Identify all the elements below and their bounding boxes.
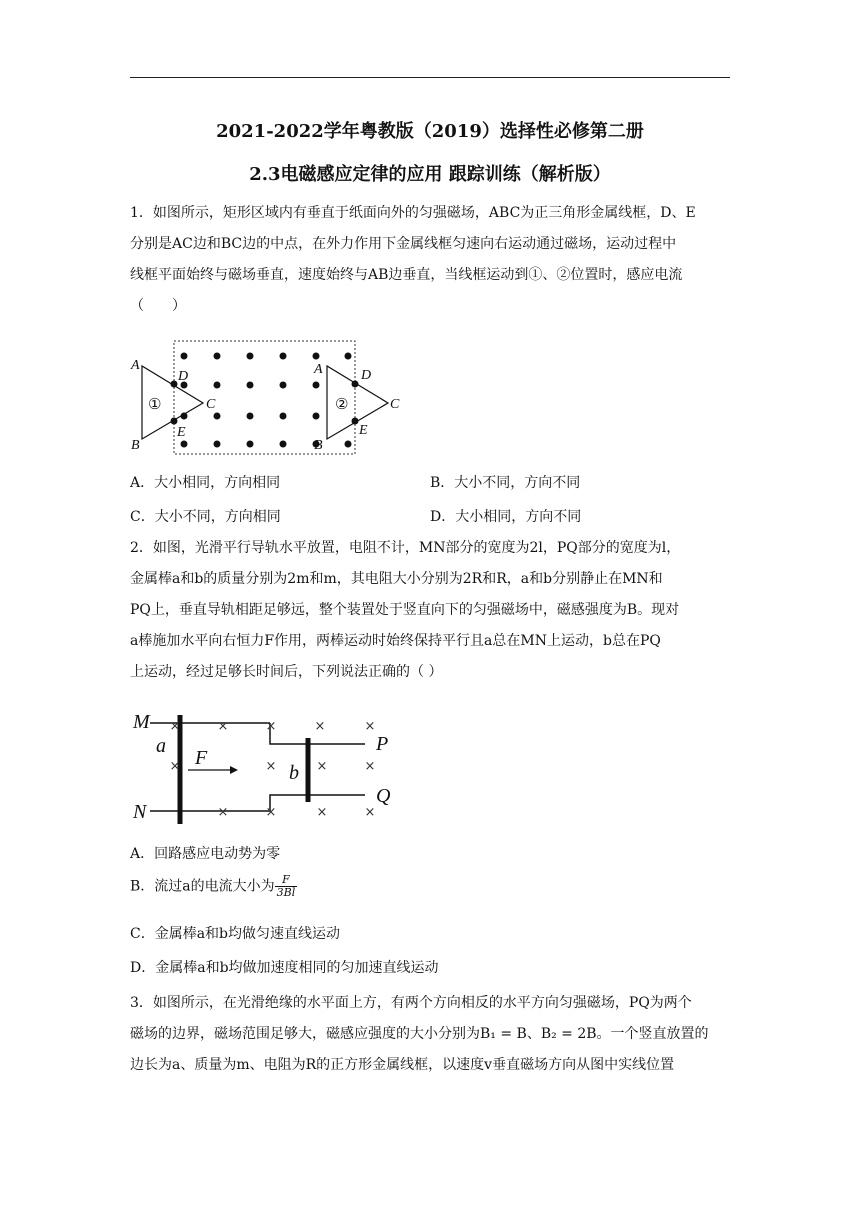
label-E2: E <box>359 423 368 438</box>
q2-option-b-fraction <box>275 874 298 899</box>
label-a: a <box>156 735 166 757</box>
label-F: F <box>195 747 208 769</box>
q3-line: 边长为a、质量为m、电阻为R的正方形金属线框，以速度v垂直磁场方向从图中实线位置 <box>130 1057 675 1073</box>
field-dot <box>214 413 221 420</box>
field-cross: × <box>265 759 277 774</box>
fraction-denominator: 3Bl <box>276 886 296 899</box>
label-M: M <box>133 711 150 733</box>
q2-option-b-text: B．流过a的电流大小为 <box>130 878 275 895</box>
field-cross: × <box>316 759 328 774</box>
q1-figure <box>128 336 408 460</box>
label-position-2: ② <box>335 395 349 413</box>
label-position-1: ① <box>148 395 162 413</box>
q1-option-d: D．大小相同，方向不同 <box>430 509 582 525</box>
field-cross: × <box>364 719 376 734</box>
field-cross: × <box>265 719 277 734</box>
label-C1: C <box>206 397 216 412</box>
q1-option-a: A．大小相同，方向相同 <box>130 475 281 491</box>
field-dot <box>313 353 320 360</box>
q2-line: 上运动，经过足够长时间后，下列说法正确的（ ） <box>130 664 443 680</box>
q1-line: （ ） <box>130 298 186 314</box>
label-B2: B <box>314 438 323 453</box>
field-dot <box>345 353 352 360</box>
label-A1: A <box>131 358 140 373</box>
q1-text <box>130 198 730 322</box>
field-dot <box>280 441 287 448</box>
label-N: N <box>133 801 147 823</box>
q2-option-c: C．金属棒a和b均做匀速直线运动 <box>130 926 341 942</box>
field-dot <box>181 441 188 448</box>
field-cross: × <box>265 805 277 820</box>
q2-option-a: A．回路感应电动势为零 <box>130 846 281 862</box>
point-D2 <box>352 381 359 388</box>
label-P: P <box>376 733 389 755</box>
point-E2 <box>352 418 359 425</box>
field-dot <box>280 413 287 420</box>
field-dot <box>247 441 254 448</box>
field-dot <box>280 382 287 389</box>
q2-figure <box>130 706 410 830</box>
q1-option-c: C．大小不同，方向相同 <box>130 509 281 525</box>
label-A2: A <box>314 362 323 377</box>
field-dot <box>214 353 221 360</box>
field-cross: × <box>169 759 181 774</box>
label-b: b <box>289 762 299 784</box>
q3-line: 磁场的边界，磁场范围足够大，磁感应强度的大小分别为B₁ = B、B₂ = 2B。一个竖直放置的 <box>130 1026 709 1042</box>
field-dot <box>313 382 320 389</box>
field-cross: × <box>364 759 376 774</box>
q2-line: PQ上，垂直导轨相距足够远，整个装置处于竖直向下的匀强磁场中，磁感强度为B。现对 <box>130 602 680 618</box>
field-dot <box>214 382 221 389</box>
label-Q: Q <box>376 785 391 807</box>
q3-text <box>130 988 730 1081</box>
magnetic-field-region <box>174 341 355 454</box>
field-dot <box>247 413 254 420</box>
q2-option-b <box>130 874 297 899</box>
q2-option-d: D．金属棒a和b均做加速度相同的匀加速直线运动 <box>130 960 439 976</box>
field-dot <box>181 353 188 360</box>
field-cross: × <box>364 805 376 820</box>
doc-title-line1: 2021-2022学年粤教版（2019）选择性必修第二册 <box>216 121 644 142</box>
field-cross: × <box>217 805 229 820</box>
label-D2: D <box>361 368 372 383</box>
q3-line: 3．如图所示，在光滑绝缘的水平面上方，有两个方向相反的水平方向匀强磁场，PQ为两个 <box>130 995 692 1011</box>
point-E1 <box>171 418 178 425</box>
fraction-numerator: F <box>275 874 298 887</box>
point-D1 <box>171 381 178 388</box>
label-C2: C <box>390 397 400 412</box>
label-E1: E <box>177 425 186 440</box>
q1-line: 1．如图所示，矩形区域内有垂直于纸面向外的匀强磁场，ABC为正三角形金属线框，D、E <box>130 205 696 221</box>
field-dot <box>345 441 352 448</box>
doc-title-line2: 2.3电磁感应定律的应用 跟踪训练（解析版） <box>249 164 611 185</box>
field-dot <box>214 441 221 448</box>
q2-text <box>130 533 730 688</box>
q1-option-b: B．大小不同，方向不同 <box>430 475 581 491</box>
q1-line: 线框平面始终与磁场垂直，速度始终与AB边垂直，当线框运动到①、②位置时，感应电流 <box>130 267 683 283</box>
field-dot <box>247 382 254 389</box>
field-cross: × <box>217 719 229 734</box>
field-cross: × <box>316 805 328 820</box>
q2-line: 2．如图，光滑平行导轨水平放置，电阻不计，MN部分的宽度为2l，PQ部分的宽度为l， <box>130 540 681 556</box>
field-cross: × <box>314 719 326 734</box>
field-dot <box>313 413 320 420</box>
label-B1: B <box>131 438 140 453</box>
force-arrow-head <box>230 766 238 774</box>
label-D1: D <box>178 369 189 384</box>
q2-line: 金属棒a和b的质量分别为2m和m，其电阻大小分别为2R和R，a和b分别静止在MN和 <box>130 571 663 587</box>
q2-line: a棒施加水平向右恒力F作用，两棒运动时始终保持平行且a总在MN上运动，b总在PQ <box>130 633 661 649</box>
q1-line: 分别是AC边和BC边的中点，在外力作用下金属线框匀速向右运动通过磁场，运动过程中 <box>130 236 677 252</box>
field-dot <box>247 353 254 360</box>
header-rule <box>130 77 730 78</box>
field-dot <box>280 353 287 360</box>
field-cross: × <box>169 719 181 734</box>
